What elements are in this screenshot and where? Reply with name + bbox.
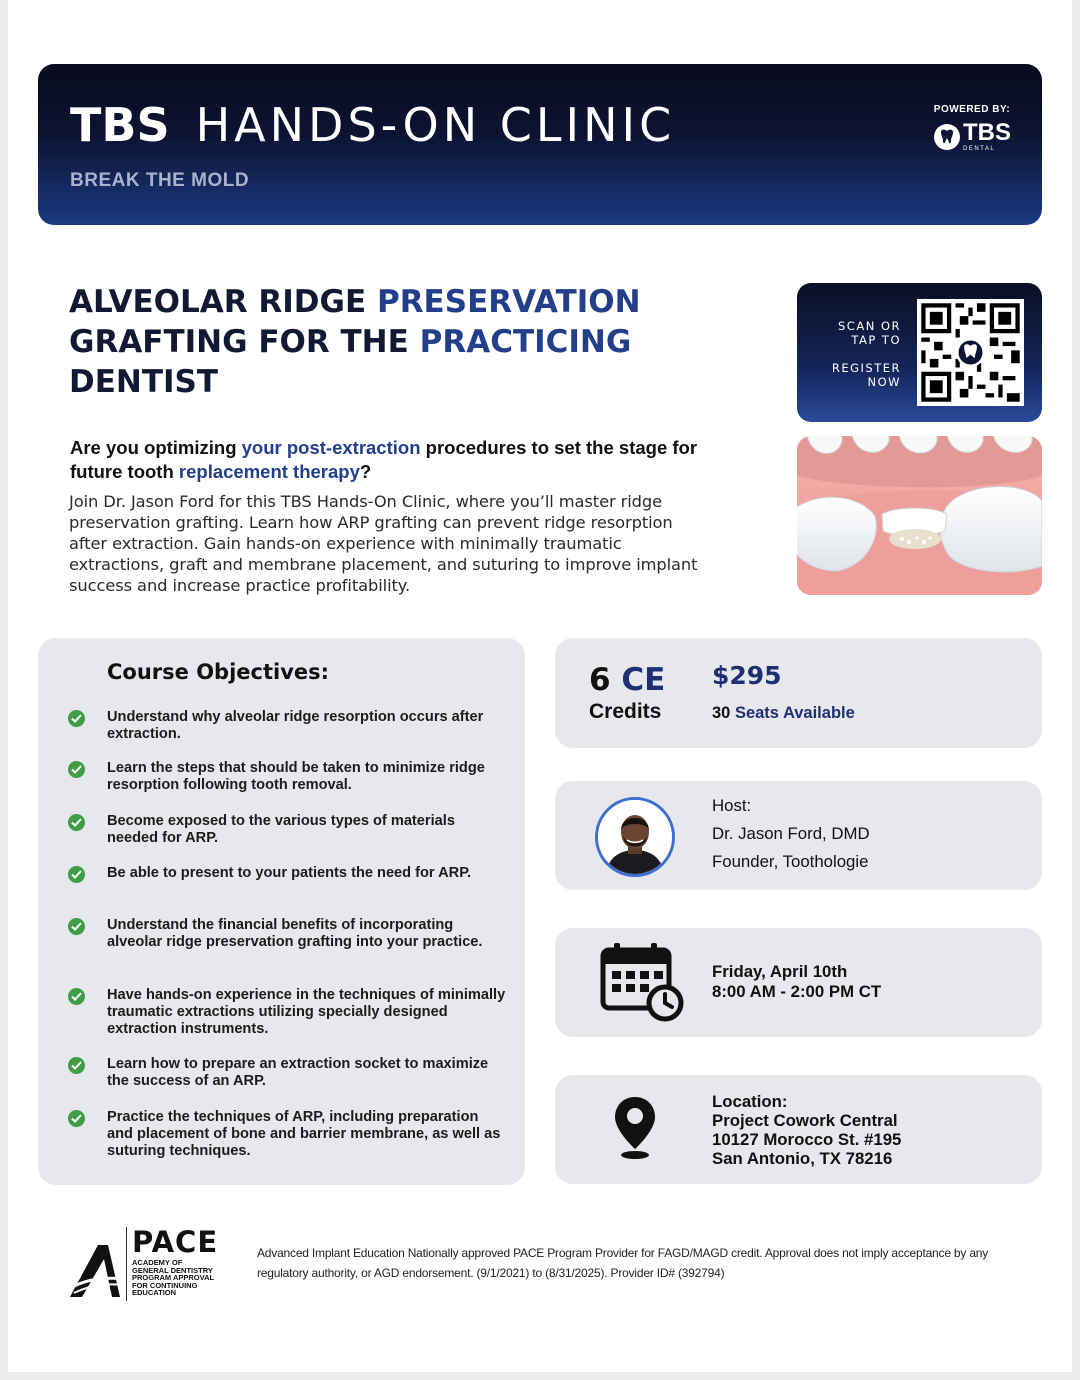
pace-logo [68, 1225, 233, 1303]
intro-question-accent: replacement therapy [178, 461, 360, 482]
qr-code-icon [917, 299, 1024, 406]
seats-available [712, 704, 855, 723]
event-date: Friday, April 10th [712, 962, 848, 981]
check-icon [68, 988, 85, 1005]
course-title-part: GRAFTING FOR THE [69, 324, 420, 360]
objective-text: Have hands-on experience in the techniques of minimally traumatic extractions utilizing specially designed extraction instruments. [107, 987, 506, 1037]
objective-text: Become exposed to the various types of materials needed for ARP. [107, 813, 455, 846]
host-card [555, 781, 1042, 890]
ce-credits [589, 662, 665, 698]
course-title-part: DENTIST [69, 364, 219, 400]
objectives-heading: Course Objectives: [107, 660, 330, 684]
price: $295 [712, 661, 782, 690]
check-icon [68, 866, 85, 883]
logo-subtext: DENTAL [963, 146, 996, 152]
location-street: 10127 Morocco St. #195 [712, 1130, 902, 1149]
host-photo [598, 800, 672, 874]
objective-text: Be able to present to your patients the need for ARP. [107, 865, 472, 881]
course-title [69, 282, 709, 402]
calendar-clock-icon [599, 940, 687, 1026]
check-icon [68, 710, 85, 727]
intro-question-accent: your post-extraction [241, 437, 421, 458]
location-label: Location: [712, 1092, 788, 1111]
qr-code[interactable] [917, 299, 1024, 406]
check-icon [68, 761, 85, 778]
pace-line: FOR CONTINUING [132, 1280, 198, 1290]
pace-line: PROGRAM APPROVAL [132, 1273, 215, 1282]
intro-question-part: Are you optimizing [70, 437, 242, 458]
title-rest: HANDS-ON CLINIC [195, 98, 676, 152]
location-card [555, 1075, 1042, 1184]
intro-description: Join Dr. Jason Ford for this TBS Hands-On Clinic, where you’ll master ridge preservation grafting. Learn how ARP grafting can prevent ridge resorption after extraction. Gain hands-on experience with minimally traumatic extractions, graft and membrane placement, and suturing to improve implant success and increase practice profitability. [69, 492, 698, 595]
objective-text: Learn the steps that should be taken to minimize ridge resorption following tooth removal. [107, 760, 485, 793]
credits-card [555, 638, 1042, 748]
course-objectives-panel [38, 638, 525, 1185]
date-card [555, 928, 1042, 1037]
pace-line: EDUCATION [132, 1288, 177, 1297]
intro-question [70, 436, 710, 484]
credits-ce: CE [621, 662, 666, 698]
logo-text: TBS [963, 119, 1011, 146]
host-role: Founder, Toothologie [712, 852, 869, 871]
header-tagline: BREAK THE MOLD [70, 170, 250, 191]
page-title [70, 98, 675, 152]
powered-by [932, 104, 1012, 153]
pace-line: ACADEMY OF [132, 1258, 183, 1267]
course-title-accent: PRESERVATION [376, 284, 641, 320]
qr-instructions [809, 319, 901, 389]
accreditation-disclaimer: Advanced Implant Education Nationally approved PACE Program Provider for FAGD/MAGD credit. Approval does not imply acceptance by any regulatory authority, or AGD endorsement. (9/1/2021) to (8/31/2025). Provider ID# (392794) [257, 1246, 989, 1280]
host-label: Host: [712, 796, 752, 815]
course-title-accent: PRACTICING [419, 324, 632, 360]
check-icon [68, 814, 85, 831]
header-banner [38, 64, 1042, 225]
qr-line: TAP TO [851, 333, 901, 347]
register-qr-card[interactable] [797, 283, 1042, 422]
intro-question-part: procedures to set the stage for future tooth [70, 437, 698, 482]
credits-number: 6 [589, 662, 622, 698]
event-time: 8:00 AM - 2:00 PM CT [712, 982, 882, 1001]
location-venue: Project Cowork Central [712, 1111, 898, 1130]
objective-text: Understand why alveolar ridge resorption occurs after extraction. [107, 709, 484, 742]
powered-label: POWERED BY: [933, 104, 1011, 115]
pace-line: GENERAL DENTISTRY [132, 1265, 213, 1275]
teeth-graft-image [797, 436, 1042, 595]
credits-label: Credits [589, 700, 662, 723]
agd-mark-icon [68, 1241, 124, 1301]
ridge-preservation-illustration [797, 436, 1042, 595]
tooth-logo-icon [933, 123, 961, 151]
location-city: San Antonio, TX 78216 [712, 1149, 893, 1168]
objective-text: Understand the financial benefits of incorporating alveolar ridge preservation grafting into your practice. [107, 917, 483, 950]
objective-text: Practice the techniques of ARP, including preparation and placement of bone and barrier membrane, as well as suturing techniques. [107, 1109, 501, 1159]
avatar [595, 797, 675, 877]
objective-text: Learn how to prepare an extraction socket to maximize the success of an ARP. [107, 1056, 489, 1089]
qr-line: NOW [867, 375, 901, 389]
intro-question-part: ? [359, 461, 372, 482]
pace-wordmark: PACE [132, 1225, 219, 1259]
pace-subtitle [132, 1259, 232, 1297]
location-pin-icon [613, 1095, 657, 1161]
seats-text: Seats Available [734, 704, 855, 722]
check-icon [68, 918, 85, 935]
qr-line: SCAN OR [838, 319, 901, 333]
tbs-dental-logo [932, 121, 1012, 153]
host-name: Dr. Jason Ford, DMD [712, 824, 870, 843]
logo-divider [126, 1227, 127, 1301]
course-title-part: ALVEOLAR RIDGE [69, 284, 377, 320]
qr-line: REGISTER [831, 361, 901, 375]
check-icon [68, 1057, 85, 1074]
seats-number: 30 [712, 704, 735, 722]
check-icon [68, 1110, 85, 1127]
title-brand: TBS [70, 98, 170, 152]
